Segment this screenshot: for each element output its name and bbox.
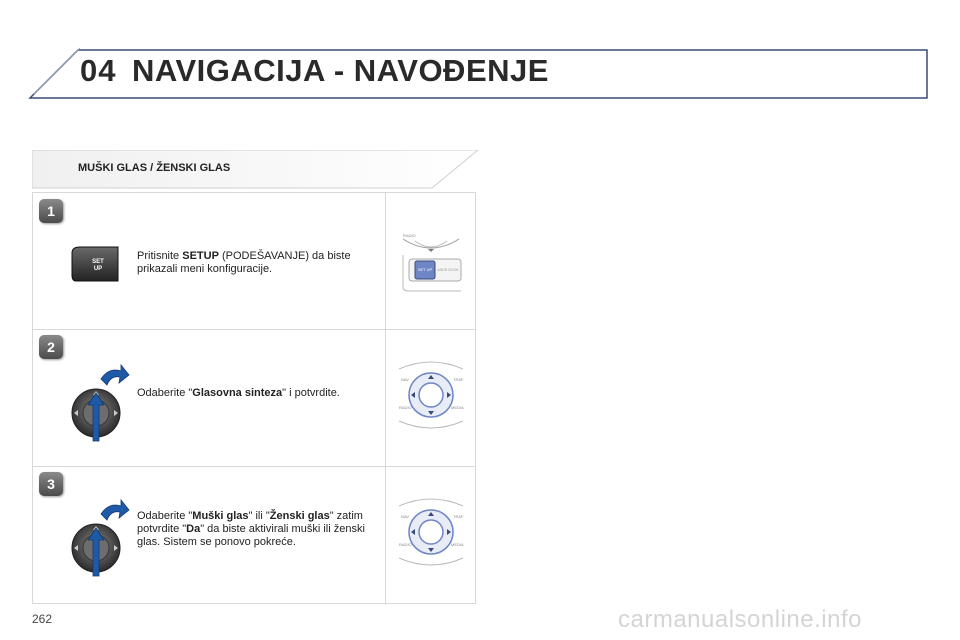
setup-button-text-2: UP [93, 266, 103, 272]
joystick-press-icon [63, 363, 133, 443]
instruction-text: Pritisnite [137, 250, 183, 262]
instruction-text: " zatim potvrdite " [137, 510, 363, 535]
panel-traf-label: TRAF [453, 377, 464, 382]
panel-media-label: MEDIA [451, 542, 464, 547]
step-row-1 [33, 193, 475, 330]
step-number-badge: 2 [39, 335, 63, 359]
setup-button-text-1: SET [92, 259, 104, 265]
panel-addr-label: ADDR BOOK [437, 268, 459, 272]
step-number-badge: 3 [39, 472, 63, 496]
step-instruction [137, 510, 377, 549]
instruction-text: " i potvrdite. [282, 387, 340, 399]
emphasized-term: Glasovna sinteza [192, 387, 283, 399]
instruction-text: " da biste aktivirali muški ili ženski glas. Sistem se ponovo pokreće. [137, 523, 365, 548]
panel-nav-label: NAV [401, 514, 409, 519]
emphasized-term: Muški glas [192, 510, 249, 522]
panel-radio-label: RADIO [403, 233, 416, 238]
panel-traf-label: TRAF [453, 514, 464, 519]
chapter-header [0, 0, 960, 110]
step-row-2 [33, 329, 475, 467]
step-instruction [137, 250, 377, 276]
emphasized-term: SETUP [182, 250, 219, 262]
panel-radio-label: RADIO [399, 405, 412, 410]
emphasized-term: Ženski glas [269, 510, 330, 522]
instruction-text: Odaberite " [137, 387, 193, 399]
instruction-text: " ili " [248, 510, 270, 522]
section-title: MUŠKI GLAS / ŽENSKI GLAS [78, 162, 231, 174]
panel-radio-label: RADIO [399, 542, 412, 547]
chapter-number: 04 [80, 53, 117, 88]
step-row-3 [33, 466, 475, 605]
chapter-title: NAVIGACIJA - NAVOĐENJE [132, 53, 549, 88]
joystick-press-icon [63, 498, 133, 578]
control-panel-joystick-illustration [395, 359, 467, 431]
setup-button-icon [70, 245, 120, 283]
steps-table [32, 192, 476, 604]
section-header [32, 150, 482, 190]
control-panel-setup-illustration [395, 227, 467, 299]
step-number-badge: 1 [39, 199, 63, 223]
step-instruction [137, 387, 377, 400]
instruction-text: (PODEŠAVANJE) da biste prikazali meni konfiguracije. [137, 250, 351, 275]
instruction-text: Odaberite " [137, 510, 193, 522]
watermark-text: carmanualsonline.info [618, 606, 862, 633]
panel-setup-label: SET UP [417, 267, 433, 272]
emphasized-term: Da [186, 523, 201, 535]
page-number: 262 [32, 612, 53, 626]
panel-nav-label: NAV [401, 377, 409, 382]
panel-media-label: MEDIA [451, 405, 464, 410]
control-panel-joystick-illustration [395, 496, 467, 568]
